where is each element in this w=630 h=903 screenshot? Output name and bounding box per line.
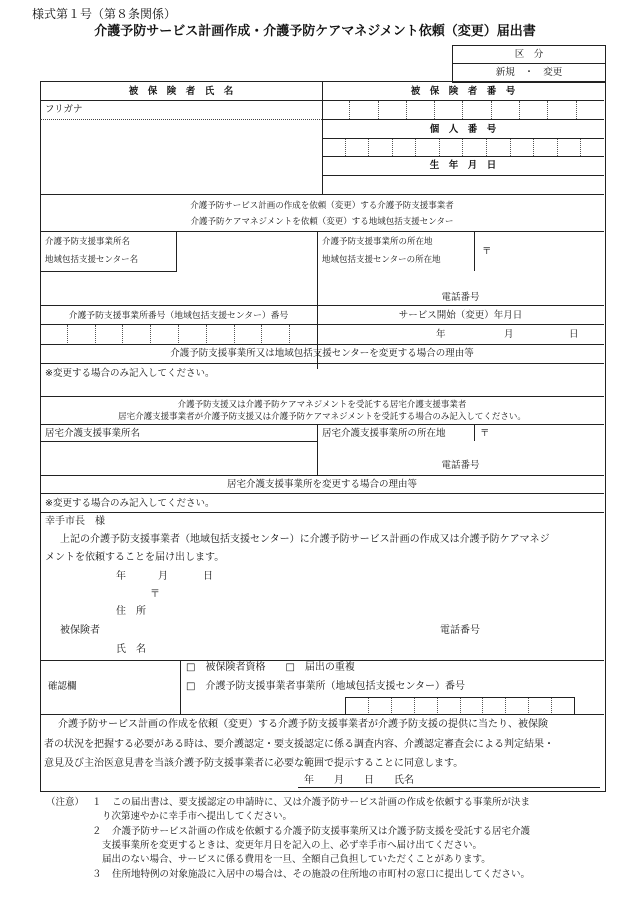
note-1-number: １ <box>92 797 102 808</box>
office-name-label-2: 地域包括支援センター名 <box>45 255 139 265</box>
note-3-number: ３ <box>92 869 102 880</box>
provider-heading-2: 介護予防ケアマネジメントを依頼（変更）する地域包括支援センター <box>190 217 454 227</box>
care-phone-label: 電話番号 <box>441 460 480 471</box>
service-start-year: 年 <box>436 329 446 340</box>
category-box <box>452 45 606 83</box>
furigana-label: フリガナ <box>45 104 83 115</box>
declaration-phone-label: 電話番号 <box>440 625 480 636</box>
care-change-note: ※変更する場合のみ記入してください。 <box>45 498 215 509</box>
declaration-year: 年 <box>116 571 126 582</box>
declaration-insured-label: 被保険者 <box>60 625 100 636</box>
provider-change-reason-label: 介護予防支援事業所又は地域包括支援センターを変更する場合の理由等 <box>170 348 474 359</box>
addressee: 幸手市長 様 <box>45 516 105 527</box>
note-2-line-b: 支援事業所を変更するときは、変更年月日を記入の上、必ず幸手市へ届け出てください。 <box>102 840 483 851</box>
note-3-line-a: 住所地特例の対象施設に入居中の場合は、その施設の住所地の市町村の窓口に提出してください。 <box>112 869 531 880</box>
declaration-day: 日 <box>203 571 213 582</box>
service-start-label: サービス開始（変更）年月日 <box>398 310 523 321</box>
declaration-line-2: メントを依頼することを届け出します。 <box>45 552 225 563</box>
care-postal-mark: 〒 <box>480 428 490 439</box>
confirmation-item-2[interactable]: □ 介護予防支援事業者事業所（地域包括支援センター）番号 <box>186 681 466 692</box>
care-address-input[interactable] <box>319 443 602 457</box>
care-office-name-label: 居宅介護支援事業所名 <box>45 428 141 439</box>
declaration-postal-mark: 〒 <box>150 589 160 600</box>
provider-address-input[interactable] <box>476 233 602 288</box>
provider-postal-mark: 〒 <box>482 246 492 257</box>
insured-number-label: 被 保 険 者 番 号 <box>410 86 516 97</box>
declaration-name-label: 氏 名 <box>116 644 146 655</box>
office-name-label-1: 介護予防支援事業所名 <box>45 237 131 247</box>
category-value[interactable]: 新規 ・ 変更 <box>495 67 563 78</box>
declaration-name-input[interactable] <box>165 640 425 658</box>
furigana-input[interactable] <box>100 101 320 119</box>
birthdate-input[interactable] <box>324 177 602 193</box>
form-number: 様式第１号（第８条関係） <box>32 7 177 21</box>
provider-change-reason-input[interactable] <box>42 380 602 394</box>
confirmation-label: 確認欄 <box>48 681 77 692</box>
address-label-1: 介護予防支援事業所の所在地 <box>322 237 433 247</box>
page-title: 介護予防サービス計画作成・介護予防ケアマネジメント依頼（変更）届出書 <box>94 24 536 39</box>
birthdate-label: 生 年 月 日 <box>429 160 497 171</box>
declaration-month: 月 <box>158 571 168 582</box>
care-heading-2: 居宅介護支援事業者が介護予防支援又は介護予防ケアマネジメントを受託する場合のみ記入してください。 <box>118 412 526 422</box>
notes-prefix: （注意） <box>46 797 85 808</box>
office-number-label: 介護予防支援事業所番号（地域包括支援センター）番号 <box>68 311 289 321</box>
office-number-boxes[interactable] <box>40 325 317 343</box>
insured-number-boxes[interactable] <box>322 101 604 119</box>
service-start-month: 月 <box>504 329 514 340</box>
consent-signature: 年 月 日 氏名 <box>304 775 414 786</box>
office-name-input[interactable] <box>42 272 315 304</box>
consent-line-1: 介護予防サービス計画の作成を依頼（変更）する介護予防支援事業者が介護予防支援の提供に当たり、被保険 <box>58 719 548 730</box>
provider-change-note: ※変更する場合のみ記入してください。 <box>45 368 215 379</box>
note-1-line-a: この届出書は、要支援認定の申請時に、又は介護予防サービス計画の作成を依頼する事業所が決ま <box>112 797 531 808</box>
personal-number-boxes[interactable] <box>322 139 604 156</box>
service-start-day: 日 <box>569 329 579 340</box>
personal-number-label: 個 人 番 号 <box>429 124 497 135</box>
note-1-line-b: り次第速やかに幸手市へ提出してください。 <box>102 811 293 822</box>
provider-phone-label: 電話番号 <box>441 292 480 303</box>
declaration-address-input[interactable] <box>165 589 425 619</box>
care-office-name-input[interactable] <box>42 443 315 473</box>
consent-line-2: 者の状況を把握する必要がある時は、要介護認定・要支援認定に係る調査内容、介護認定審査会による判定結果・ <box>44 739 554 750</box>
consent-line-3: 意見及び主治医意見書を当該介護予防支援事業者に必要な範囲で提示することに同意します。 <box>44 758 464 769</box>
category-label: 区 分 <box>514 49 544 60</box>
care-heading-1: 介護予防支援又は介護予防ケアマネジメントを受託する居宅介護支援事業者 <box>177 400 467 410</box>
confirmation-number-boxes[interactable] <box>345 697 575 715</box>
note-2-number: ２ <box>92 826 102 837</box>
declaration-line-1: 上記の介護予防支援事業者（地域包括支援センター）に介護予防サービス計画の作成又は介護予防ケアマネジ <box>60 534 550 545</box>
care-address-label: 居宅介護支援事業所の所在地 <box>322 428 446 439</box>
provider-heading-1: 介護予防サービス計画の作成を依頼（変更）する介護予防支援事業者 <box>190 201 454 211</box>
confirmation-item-1[interactable]: □ 被保険者資格 □ 届出の重複 <box>186 662 355 673</box>
address-label-2: 地域包括支援センターの所在地 <box>322 255 441 265</box>
care-change-reason-label: 居宅介護支援事業所を変更する場合の理由等 <box>226 479 417 490</box>
insured-name-label: 被 保 険 者 氏 名 <box>128 86 234 97</box>
note-2-line-a: 介護予防サービス計画の作成を依頼する介護予防支援事業所又は介護予防支援を受託する居宅介護 <box>112 826 531 837</box>
declaration-address-label: 住 所 <box>116 606 146 617</box>
insured-name-input[interactable] <box>42 122 320 192</box>
note-2-line-c: 届出のない場合、サービスに係る費用を一旦、全額自己負担していただくことがあります。 <box>102 854 491 865</box>
